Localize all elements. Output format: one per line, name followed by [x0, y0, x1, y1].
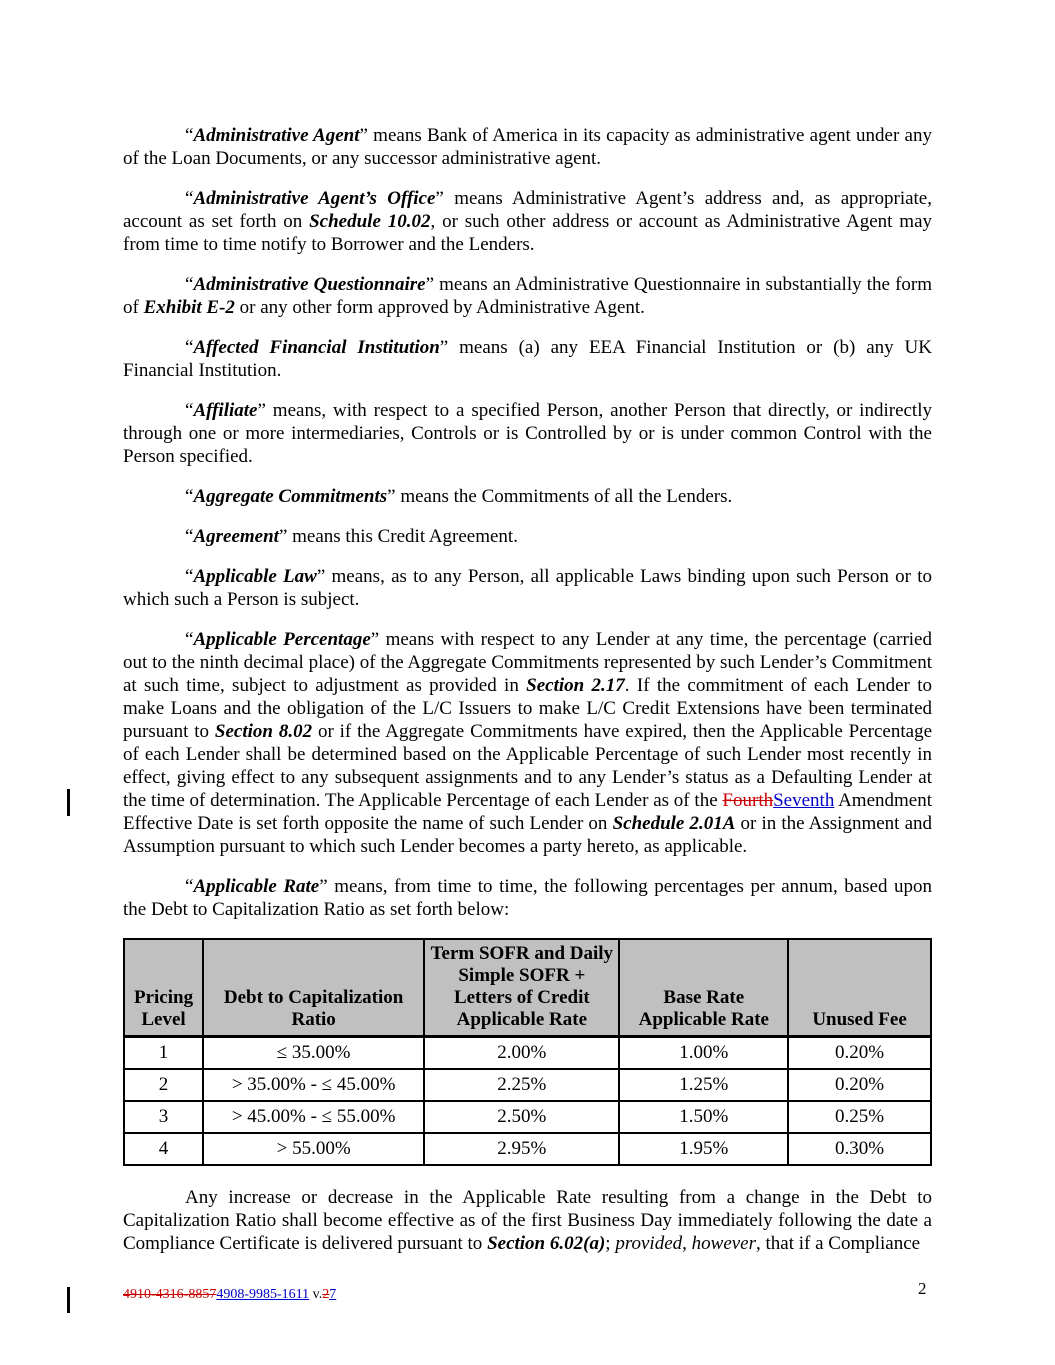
table-cell: 1.00%: [619, 1037, 788, 1070]
doc-id-deleted: 4910-4316-8857: [123, 1287, 217, 1302]
table-row: [124, 1133, 931, 1165]
section-8-02-reference: Section 8.02: [214, 721, 313, 742]
definition-text: ” means Administrative Agent’s address and, as appropriate, account as set forth on: [123, 188, 932, 232]
definition-text: ” means (a) any EEA Financial Institution or (b) any UK Financial Institution.: [123, 337, 932, 381]
definition-text: or if the Aggregate Commitments have expired, then the Applicable Percentage of each Lender shall be determined based on the Applicable Percentage of such Lender most recently in effect, giving effect to any subsequent assignments and to any Lender’s status as a Defaulting Lender at the time of determination. The Applicable Percentage of each Lender as of the: [123, 721, 933, 811]
change-bar: [67, 789, 70, 816]
redline-inserted-text: Seventh: [773, 790, 835, 811]
definition-text: ” means with respect to any Lender at any time, the percentage (carried out to the ninth decimal place) of the Aggregate Commitments represented by such Lender’s Commitment at such time, subject to adjustment as provided in: [123, 629, 932, 696]
document-body: [123, 124, 932, 1272]
table-cell: 2: [124, 1069, 203, 1101]
def-administrative-questionnaire: [123, 273, 932, 319]
definition-text: ” means this Credit Agreement.: [278, 526, 518, 547]
table-cell: 2.95%: [424, 1133, 619, 1165]
table-row: [124, 1101, 931, 1133]
table-cell: 2.00%: [424, 1037, 619, 1070]
table-header-base-rate: Base Rate Applicable Rate: [619, 939, 788, 1037]
body-text: Any increase or decrease in the Applicable Rate resulting from a change in the Debt to Capitalization Ratio shall become effective as of the first Business Day immediately following the date a Compliance Certificate is delivered pursuant to: [123, 1187, 932, 1254]
table-cell: 1.25%: [619, 1069, 788, 1101]
open-quote: “: [185, 188, 194, 209]
definition-text: ” means Bank of America in its capacity as administrative agent under any of the Loan Documents, or any successor administrative agent.: [123, 125, 932, 169]
exhibit-e2-reference: Exhibit E-2: [143, 297, 235, 318]
term-aggregate-commitments: Aggregate Commitments: [193, 486, 388, 507]
change-bar: [67, 1287, 70, 1313]
term-affected-financial-institution: Affected Financial Institution: [193, 337, 440, 358]
table-cell: 0.20%: [788, 1037, 931, 1070]
open-quote: “: [185, 526, 194, 547]
table-cell: 2.25%: [424, 1069, 619, 1101]
table-cell: 2.50%: [424, 1101, 619, 1133]
definition-text: ” means the Commitments of all the Lenders.: [387, 486, 733, 507]
definition-text: ” means, as to any Person, all applicable Laws binding upon such Person or to which such a Person is subject.: [123, 566, 932, 610]
table-cell: 0.30%: [788, 1133, 931, 1165]
definition-text: or any other form approved by Administrative Agent.: [234, 297, 645, 318]
table-cell: 0.20%: [788, 1069, 931, 1101]
table-row: [124, 1069, 931, 1101]
table-cell: 3: [124, 1101, 203, 1133]
table-cell: > 45.00% - ≤ 55.00%: [203, 1101, 424, 1133]
open-quote: “: [185, 274, 194, 295]
def-applicable-percentage: [123, 628, 932, 858]
doc-id-inserted: 4908-9985-1611: [216, 1287, 310, 1302]
body-text: , that if a Compliance: [756, 1233, 921, 1254]
term-agreement: Agreement: [193, 526, 279, 547]
table-header-pricing-level: Pricing Level: [124, 939, 203, 1037]
term-applicable-rate: Applicable Rate: [193, 876, 320, 897]
version-deleted: 2: [322, 1287, 330, 1302]
applicable-rate-table: [123, 938, 932, 1166]
open-quote: “: [185, 876, 194, 897]
def-affiliate: [123, 399, 932, 468]
open-quote: “: [185, 337, 194, 358]
table-cell: ≤ 35.00%: [203, 1037, 424, 1070]
definition-text: Amendment Effective Date is set forth opposite the name of such Lender on: [123, 790, 932, 834]
def-applicable-law: [123, 565, 932, 611]
definition-text: or in the Assignment and Assumption pursuant to which such Lender becomes a party hereto, as applicable.: [123, 813, 932, 857]
definition-text: ” means, from time to time, the following percentages per annum, based upon the Debt to Capitalization Ratio as set forth below:: [123, 876, 933, 920]
section-6-02a-reference: Section 6.02(a): [487, 1233, 606, 1254]
version-prefix: v.: [309, 1287, 323, 1302]
table-header-unused-fee: Unused Fee: [788, 939, 931, 1037]
document-id-footer: [123, 1286, 336, 1303]
table-cell: > 35.00% - ≤ 45.00%: [203, 1069, 424, 1101]
redline-deleted-text: Fourth: [722, 790, 774, 811]
section-2-17-reference: Section 2.17: [526, 675, 625, 696]
def-applicable-rate: [123, 875, 932, 921]
table-header-row: [124, 939, 931, 1037]
table-cell: 1: [124, 1037, 203, 1070]
open-quote: “: [185, 566, 194, 587]
table-cell: 1.95%: [619, 1133, 788, 1165]
table-cell: 1.50%: [619, 1101, 788, 1133]
definition-text: ” means an Administrative Questionnaire in substantially the form of: [123, 274, 933, 318]
def-agreement: [123, 525, 932, 548]
schedule-10-02-reference: Schedule 10.02: [309, 211, 431, 232]
table-row: [124, 1037, 931, 1070]
term-applicable-law: Applicable Law: [193, 566, 317, 587]
body-text: ;: [605, 1233, 616, 1254]
table-header-debt-to-capitalization-ratio: Debt to Capitalization Ratio: [203, 939, 424, 1037]
term-administrative-agent: Administrative Agent: [193, 125, 360, 146]
open-quote: “: [185, 400, 194, 421]
schedule-2-01a-reference: Schedule 2.01A: [612, 813, 736, 834]
proviso-text: provided, however: [615, 1233, 757, 1254]
open-quote: “: [185, 629, 194, 650]
page-number: 2: [918, 1279, 927, 1298]
version-inserted: 7: [329, 1287, 337, 1302]
term-applicable-percentage: Applicable Percentage: [193, 629, 371, 650]
definition-text: ” means, with respect to a specified Person, another Person that directly, or indirectly through one or more intermediaries, Controls or is Controlled by or is under common Control with the Person specified.: [123, 400, 932, 467]
term-administrative-questionnaire: Administrative Questionnaire: [193, 274, 426, 295]
def-aggregate-commitments: [123, 485, 932, 508]
open-quote: “: [185, 125, 194, 146]
definition-text: . If the commitment of each Lender to make Loans and the obligation of the L/C Issuers to make L/C Credit Extensions have been terminated pursuant to: [123, 675, 932, 742]
def-affected-financial-institution: [123, 336, 932, 382]
def-administrative-agents-office: [123, 187, 932, 256]
def-administrative-agent: [123, 124, 932, 170]
table-cell: 0.25%: [788, 1101, 931, 1133]
table-cell: 4: [124, 1133, 203, 1165]
term-affiliate: Affiliate: [193, 400, 258, 421]
table-cell: > 55.00%: [203, 1133, 424, 1165]
term-administrative-agents-office: Administrative Agent’s Office: [193, 188, 436, 209]
table-header-term-sofr-rate: Term SOFR and Daily Simple SOFR + Letters of Credit Applicable Rate: [424, 939, 619, 1037]
para-applicable-rate-effectiveness: [123, 1186, 932, 1255]
definition-text: , or such other address or account as Administrative Agent may from time to time notify to Borrower and the Lenders.: [123, 211, 933, 255]
open-quote: “: [185, 486, 194, 507]
